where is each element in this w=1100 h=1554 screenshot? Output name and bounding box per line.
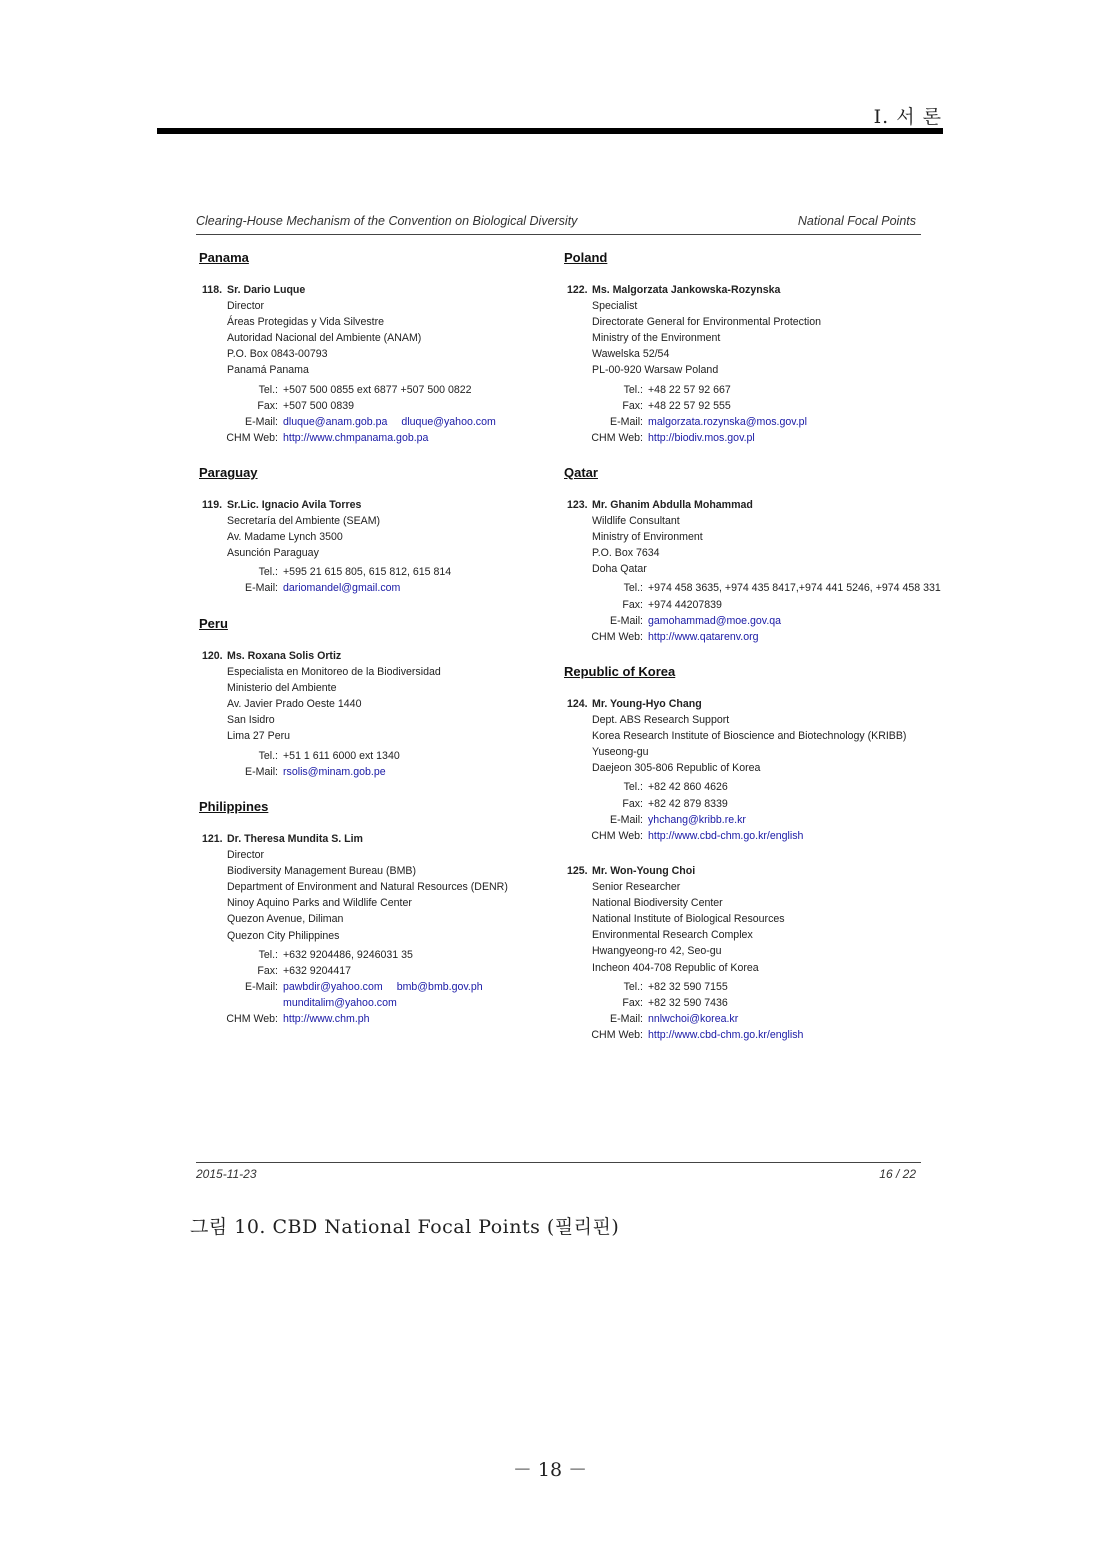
- tel-row: Tel.: +632 9204486, 9246031 35: [258, 948, 413, 961]
- country-paraguay: [199, 465, 258, 480]
- country-philippines: [199, 799, 268, 814]
- address-line: Autoridad Nacional del Ambiente (ANAM): [227, 332, 422, 345]
- fax-row: Fax: +507 500 0839: [257, 399, 354, 412]
- web-link[interactable]: http://www.qatarenv.org: [648, 630, 759, 643]
- document-header-rule: [196, 234, 921, 235]
- email-row: E-Mail: dluque@anam.gob.pa dluque@yahoo.com: [245, 415, 496, 428]
- web-link[interactable]: http://biodiv.mos.gov.pl: [648, 431, 755, 444]
- chm-web-row: CHM Web: http://www.cbd-chm.go.kr/english: [567, 828, 967, 844]
- email-link[interactable]: yhchang@kribb.re.kr: [648, 813, 746, 826]
- address-line: Directorate General for Environmental Protection: [592, 316, 822, 329]
- document-footer: [196, 1167, 916, 1185]
- address-line: Dept. ABS Research Support: [592, 714, 730, 727]
- contact-name: 124. Mr. Young-Hyo Chang: [567, 698, 702, 710]
- footer-page: 16 / 22: [879, 1167, 916, 1181]
- entry-120: [202, 648, 602, 780]
- address-line: Panamá Panama: [227, 364, 309, 377]
- email-link[interactable]: pawbdir@yahoo.com: [283, 980, 383, 993]
- web-link[interactable]: http://www.chm.ph: [283, 1013, 370, 1026]
- country-heading: Peru: [199, 616, 228, 631]
- tel-row: Tel.: +82 42 860 4626: [623, 781, 728, 794]
- fax-row: Fax: +974 44207839: [622, 598, 722, 611]
- country-korea: [564, 664, 675, 679]
- tel-row: Tel.: +82 32 590 7155: [623, 980, 728, 993]
- document-header-right: National Focal Points: [797, 214, 916, 228]
- address-line: Ministry of Environment: [592, 531, 703, 544]
- address-line: Department of Environment and Natural Resources (DENR): [227, 881, 508, 894]
- chm-web-row: CHM Web: http://biodiv.mos.gov.pl: [567, 430, 967, 446]
- document-header: [196, 214, 916, 232]
- header-rule: [157, 128, 943, 134]
- address-line: P.O. Box 0843-00793: [227, 348, 328, 361]
- fax-row: Fax: +48 22 57 92 555: [622, 399, 731, 412]
- email-link[interactable]: malgorzata.rozynska@mos.gov.pl: [648, 415, 807, 428]
- address-line: Asunción Paraguay: [227, 547, 319, 560]
- address-line: Daejeon 305-806 Republic of Korea: [592, 762, 761, 775]
- address-line: Biodiversity Management Bureau (BMB): [227, 865, 417, 878]
- address-line: P.O. Box 7634: [592, 547, 660, 560]
- contact-name: 121. Dr. Theresa Mundita S. Lim: [202, 833, 363, 845]
- address-line: Ninoy Aquino Parks and Wildlife Center: [227, 897, 412, 910]
- entry-118: [202, 282, 602, 446]
- email-row: E-Mail: pawbdir@yahoo.com bmb@bmb.gov.ph munditalim@yahoo.com: [202, 979, 602, 1011]
- tel-row: Tel.: +507 500 0855 ext 6877 +507 500 0822: [258, 383, 472, 396]
- entry-122: [567, 282, 967, 446]
- web-link[interactable]: http://www.cbd-chm.go.kr/english: [648, 829, 804, 842]
- address-line: Áreas Protegidas y Vida Silvestre: [227, 316, 385, 329]
- email-link[interactable]: gamohammad@moe.gov.qa: [648, 614, 782, 627]
- email-row: E-Mail: gamohammad@moe.gov.qa: [567, 613, 909, 629]
- address-line: Wawelska 52/54: [592, 348, 670, 361]
- address-line: Senior Researcher: [592, 881, 681, 894]
- address-line: Quezon City Philippines: [227, 929, 340, 942]
- address-line: National Biodiversity Center: [592, 897, 723, 910]
- address-line: Lima 27 Peru: [227, 730, 291, 743]
- address-line: Incheon 404-708 Republic of Korea: [592, 961, 759, 974]
- tel-row: Tel.: +974 458 3635, +974 435 8417,+974 441 5246, +974 458 331: [623, 582, 941, 595]
- figure-caption: 그림 10. CBD National Focal Points (필리핀): [190, 1216, 620, 1238]
- address-line: Environmental Research Complex: [592, 929, 753, 942]
- address-line: National Institute of Biological Resources: [592, 913, 785, 926]
- fax-row: Fax: +82 32 590 7436: [622, 996, 728, 1009]
- address-line: Hwangyeong-ro 42, Seo-gu: [592, 945, 722, 958]
- entry-124: [567, 696, 967, 844]
- tel-row: Tel.: +51 1 611 6000 ext 1340: [258, 749, 400, 762]
- address-line: Director: [227, 300, 265, 313]
- email-row: E-Mail: dariomandel@gmail.com: [202, 580, 602, 596]
- footer-date: 2015-11-23: [196, 1167, 257, 1181]
- country-heading: Republic of Korea: [564, 664, 676, 679]
- country-heading: Panama: [199, 250, 249, 265]
- contact-name: 120. Ms. Roxana Solis Ortiz: [202, 650, 342, 662]
- email-link[interactable]: munditalim@yahoo.com: [283, 996, 397, 1009]
- email-link[interactable]: dluque@anam.gob.pa: [283, 415, 388, 428]
- country-heading: Qatar: [564, 465, 598, 480]
- email-row: E-Mail: yhchang@kribb.re.kr: [567, 812, 967, 828]
- address-line: Specialist: [592, 300, 638, 313]
- address-line: Korea Research Institute of Bioscience and Biotechnology (KRIBB): [592, 730, 907, 743]
- country-poland: [564, 250, 607, 265]
- web-link[interactable]: http://www.cbd-chm.go.kr/english: [648, 1028, 804, 1041]
- country-heading: Poland: [564, 250, 608, 265]
- address-line: Av. Madame Lynch 3500: [227, 531, 343, 544]
- email-link[interactable]: bmb@bmb.gov.ph: [396, 980, 483, 993]
- tel-row: Tel.: +48 22 57 92 667: [623, 383, 731, 396]
- address-line: Ministerio del Ambiente: [227, 682, 337, 695]
- web-link[interactable]: http://www.chmpanama.gob.pa: [283, 431, 429, 444]
- email-row: E-Mail: rsolis@minam.gob.pe: [202, 764, 602, 780]
- address-line: Quezon Avenue, Diliman: [227, 913, 344, 926]
- email-link[interactable]: dluque@yahoo.com: [401, 415, 496, 428]
- email-row: E-Mail: malgorzata.rozynska@mos.gov.pl: [567, 414, 967, 430]
- country-qatar: [564, 465, 598, 480]
- contact-name: 123. Mr. Ghanim Abdulla Mohammad: [567, 499, 753, 511]
- address-line: Ministry of the Environment: [592, 332, 721, 345]
- fax-row: Fax: +632 9204417: [257, 964, 352, 977]
- address-line: PL-00-920 Warsaw Poland: [592, 364, 719, 377]
- fax-row: Fax: +82 42 879 8339: [622, 797, 728, 810]
- contact-name: 125. Mr. Won-Young Choi: [567, 865, 696, 877]
- document-footer-rule: [196, 1162, 921, 1163]
- address-line: San Isidro: [227, 714, 275, 727]
- page-number: － 18 －: [512, 1459, 588, 1481]
- chm-web-row: CHM Web: http://www.chm.ph: [202, 1011, 602, 1027]
- country-panama: [199, 250, 249, 265]
- address-line: Especialista en Monitoreo de la Biodiversidad: [227, 666, 441, 679]
- address-line: Av. Javier Prado Oeste 1440: [227, 698, 362, 711]
- email-link[interactable]: nnlwchoi@korea.kr: [648, 1012, 739, 1025]
- entry-125: [567, 863, 967, 1043]
- contact-name: 118. Sr. Dario Luque: [202, 284, 306, 296]
- chm-web-row: CHM Web: http://www.chmpanama.gob.pa: [202, 430, 602, 446]
- page-header: I. 서 론: [873, 106, 942, 128]
- email-row: E-Mail: nnlwchoi@korea.kr: [567, 1011, 967, 1027]
- entry-123: [567, 497, 941, 645]
- entry-119: [202, 497, 602, 597]
- chm-web-row: CHM Web: http://www.cbd-chm.go.kr/english: [567, 1027, 967, 1043]
- address-line: Secretaría del Ambiente (SEAM): [227, 515, 381, 528]
- country-heading: Paraguay: [199, 465, 258, 480]
- contact-name: 119. Sr.Lic. Ignacio Avila Torres: [202, 499, 362, 511]
- document-header-left: Clearing-House Mechanism of the Convention on Biological Diversity: [196, 214, 578, 228]
- address-line: Yuseong-gu: [592, 746, 649, 759]
- email-link[interactable]: rsolis@minam.gob.pe: [283, 765, 386, 778]
- country-peru: [199, 616, 228, 631]
- address-line: Doha Qatar: [592, 563, 647, 576]
- tel-row: Tel.: +595 21 615 805, 615 812, 615 814: [258, 566, 452, 579]
- address-line: Director: [227, 849, 265, 862]
- country-heading: Philippines: [199, 799, 269, 814]
- contact-name: 122. Ms. Malgorzata Jankowska-Rozynska: [567, 284, 781, 296]
- chm-web-row: CHM Web: http://www.qatarenv.org: [567, 629, 909, 645]
- entry-121: [202, 831, 602, 1027]
- email-link[interactable]: dariomandel@gmail.com: [283, 582, 401, 595]
- address-line: Wildlife Consultant: [592, 515, 680, 528]
